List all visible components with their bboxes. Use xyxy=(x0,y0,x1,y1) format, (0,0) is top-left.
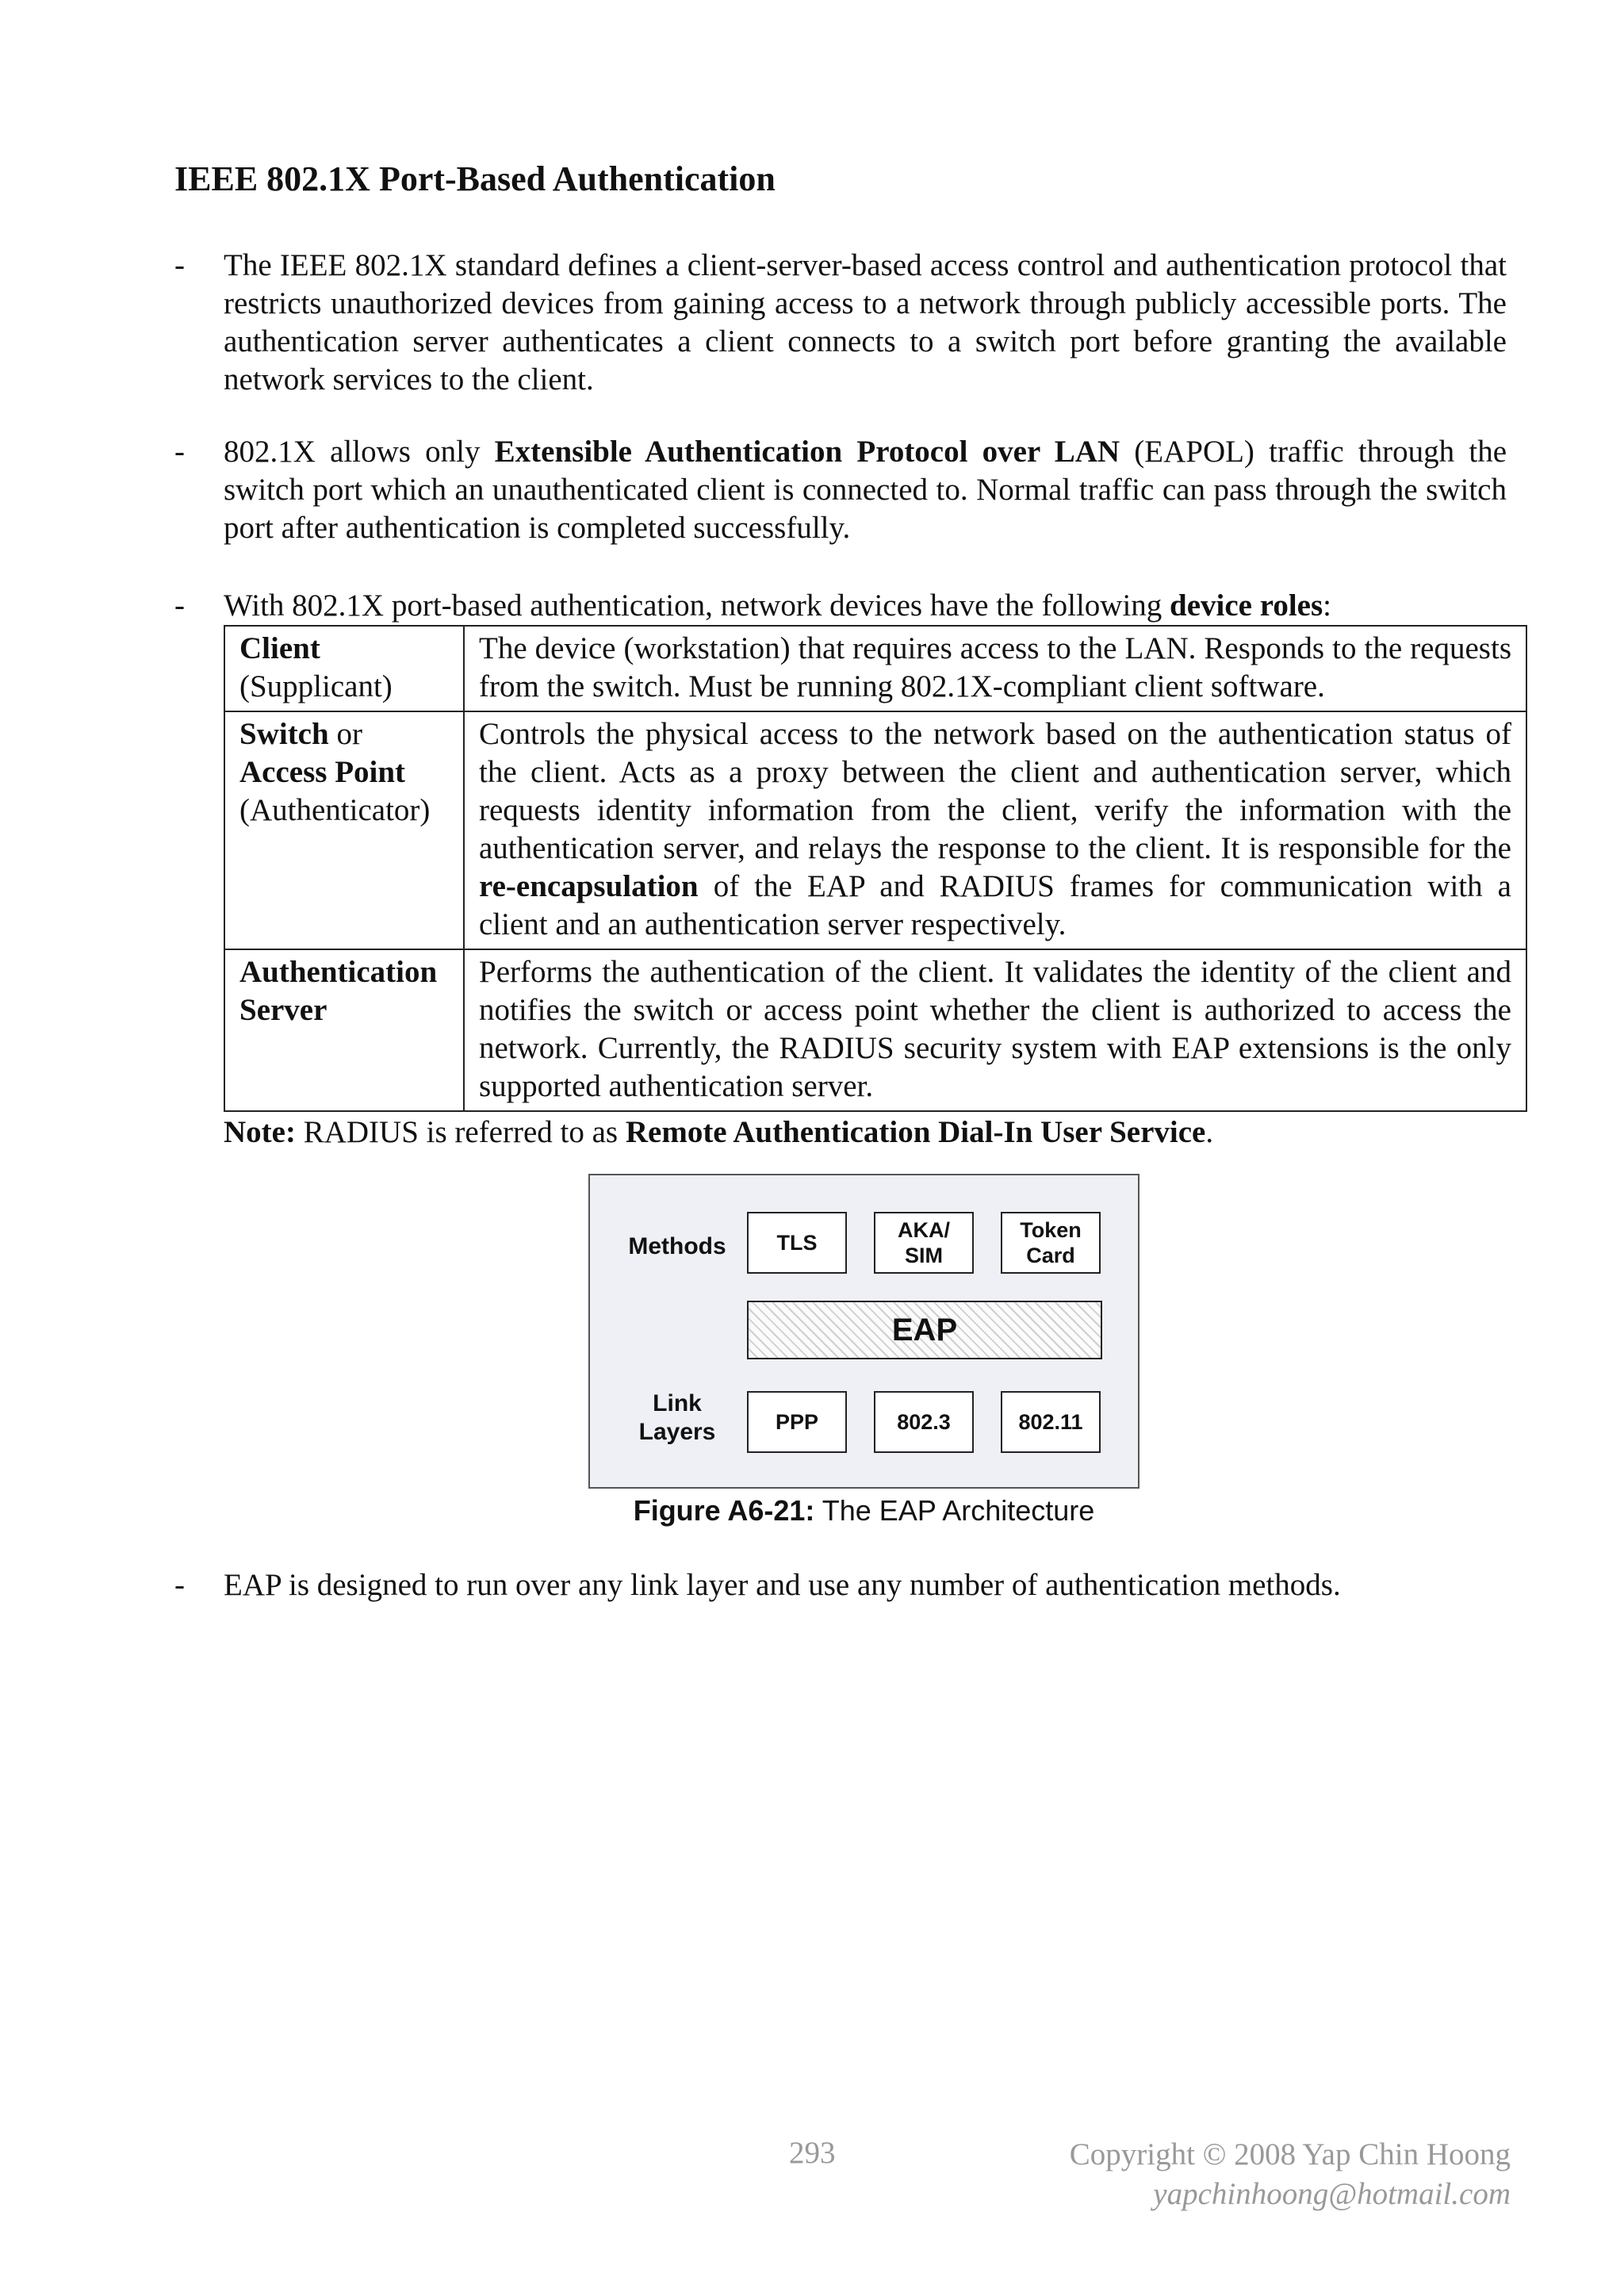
bullet-text-post: (EAPOL) traffic through the switch port which an unauthenticated client is connected to. Normal traffic can pass through the switch port after authentication is completed successfully. xyxy=(224,435,1507,545)
copyright-footer xyxy=(1070,2135,1511,2214)
device-roles-table xyxy=(224,625,1527,1112)
eap-architecture-diagram xyxy=(588,1174,1139,1489)
note xyxy=(224,1114,1213,1152)
method-label-line1: AKA/ xyxy=(898,1218,950,1242)
bullet-text: EAP is designed to run over any link layer and use any number of authentication methods. xyxy=(224,1568,1341,1602)
re-encapsulation-term: re-encapsulation xyxy=(479,869,699,903)
bullet-text: The IEEE 802.1X standard defines a client-server-based access control and authentication protocol that restricts unauthorized devices from gaining access to a network through publicly accessible ports. The authentication server authenticates a client connects to a switch port before granting the available network services to the client. xyxy=(224,248,1507,397)
table-row xyxy=(224,949,1526,1111)
link-layers-label-line2: Layers xyxy=(638,1419,716,1445)
method-label-line1: Token xyxy=(1020,1218,1082,1242)
method-box-aka-sim xyxy=(874,1212,974,1274)
method-label xyxy=(1020,1217,1082,1268)
note-text-post: . xyxy=(1205,1115,1214,1149)
role-name: Switch xyxy=(239,717,329,751)
bullet-dash: - xyxy=(174,1568,185,1602)
bullet-dash: - xyxy=(174,435,185,469)
bullet-dash: - xyxy=(174,248,185,282)
bullet-paragraph xyxy=(174,1566,1515,1604)
role-name: Authentication xyxy=(239,955,438,989)
role-name: Client xyxy=(239,631,320,665)
bullet-text-post: : xyxy=(1323,588,1332,623)
caption-label: Figure A6-21: xyxy=(633,1494,815,1527)
method-label: TLS xyxy=(776,1231,818,1255)
link-layers-label xyxy=(622,1389,733,1447)
link-box-802-11: 802.11 xyxy=(1001,1391,1101,1453)
note-label: Note: xyxy=(224,1115,296,1149)
bullet-paragraph xyxy=(174,433,1515,547)
link-box-ppp: PPP xyxy=(747,1391,847,1453)
table-row xyxy=(224,626,1526,711)
bullet-dash: - xyxy=(174,588,185,623)
role-description: The device (workstation) that requires access to the LAN. Responds to the requests from the switch. Must be running 802.1X-compliant client software. xyxy=(464,626,1526,711)
bullet-text xyxy=(224,433,1507,547)
role-description: Performs the authentication of the client. It validates the identity of the client and notifies the switch or access point whether the client is authorized to access the network. Currently, the RADIUS security system with EAP extensions is the only supported authentication server. xyxy=(464,949,1526,1111)
method-label xyxy=(898,1217,950,1268)
figure-caption xyxy=(588,1493,1139,1528)
table-row xyxy=(224,711,1526,949)
author-email: yapchinhoong@hotmail.com xyxy=(1153,2177,1511,2211)
bullet-paragraph xyxy=(174,587,1515,625)
bullet-text-pre: With 802.1X port-based authentication, network devices have the following xyxy=(224,588,1170,623)
eapol-term: Extensible Authentication Protocol over LAN xyxy=(494,435,1120,469)
role-or: or xyxy=(328,717,362,751)
role-alias: (Supplicant) xyxy=(239,669,393,703)
bullet-paragraph xyxy=(174,247,1515,399)
methods-label: Methods xyxy=(628,1233,726,1259)
caption-text: The EAP Architecture xyxy=(814,1494,1095,1527)
role-alias: (Authenticator) xyxy=(239,793,431,827)
link-box-802-3: 802.3 xyxy=(874,1391,974,1453)
role-cell xyxy=(224,949,464,1111)
role-cell xyxy=(224,711,464,949)
page-number: 293 xyxy=(789,2136,836,2170)
method-box-token-card xyxy=(1001,1212,1101,1274)
copyright-text: Copyright © 2008 Yap Chin Hoong xyxy=(1069,2137,1511,2171)
eap-layer-box: EAP xyxy=(747,1301,1102,1359)
method-label-line2: SIM xyxy=(904,1244,943,1267)
bullet-text xyxy=(224,587,1507,625)
role-name-2: Server xyxy=(239,993,327,1027)
bullet-text-pre: 802.1X allows only xyxy=(224,435,495,469)
role-description-post: of the EAP and RADIUS frames for communication with a client and an authentication server respectively. xyxy=(479,869,1511,941)
radius-expansion: Remote Authentication Dial-In User Service xyxy=(625,1115,1206,1149)
device-roles-term: device roles xyxy=(1170,588,1323,623)
method-box-tls xyxy=(747,1212,847,1274)
method-label-line2: Card xyxy=(1026,1244,1075,1267)
role-description-pre: Controls the physical access to the network based on the authentication status of the client. Acts as a proxy between the client and authentication server, which requests identity information from the client, verify the information with the authentication server, and relays the response to the client. It is responsible for the xyxy=(479,717,1511,865)
page-title: IEEE 802.1X Port-Based Authentication xyxy=(174,159,776,198)
note-text-pre: RADIUS is referred to as xyxy=(295,1115,626,1149)
role-description xyxy=(464,711,1526,949)
role-name-2: Access Point xyxy=(239,755,406,789)
role-cell xyxy=(224,626,464,711)
link-layers-label-line1: Link xyxy=(653,1390,702,1416)
